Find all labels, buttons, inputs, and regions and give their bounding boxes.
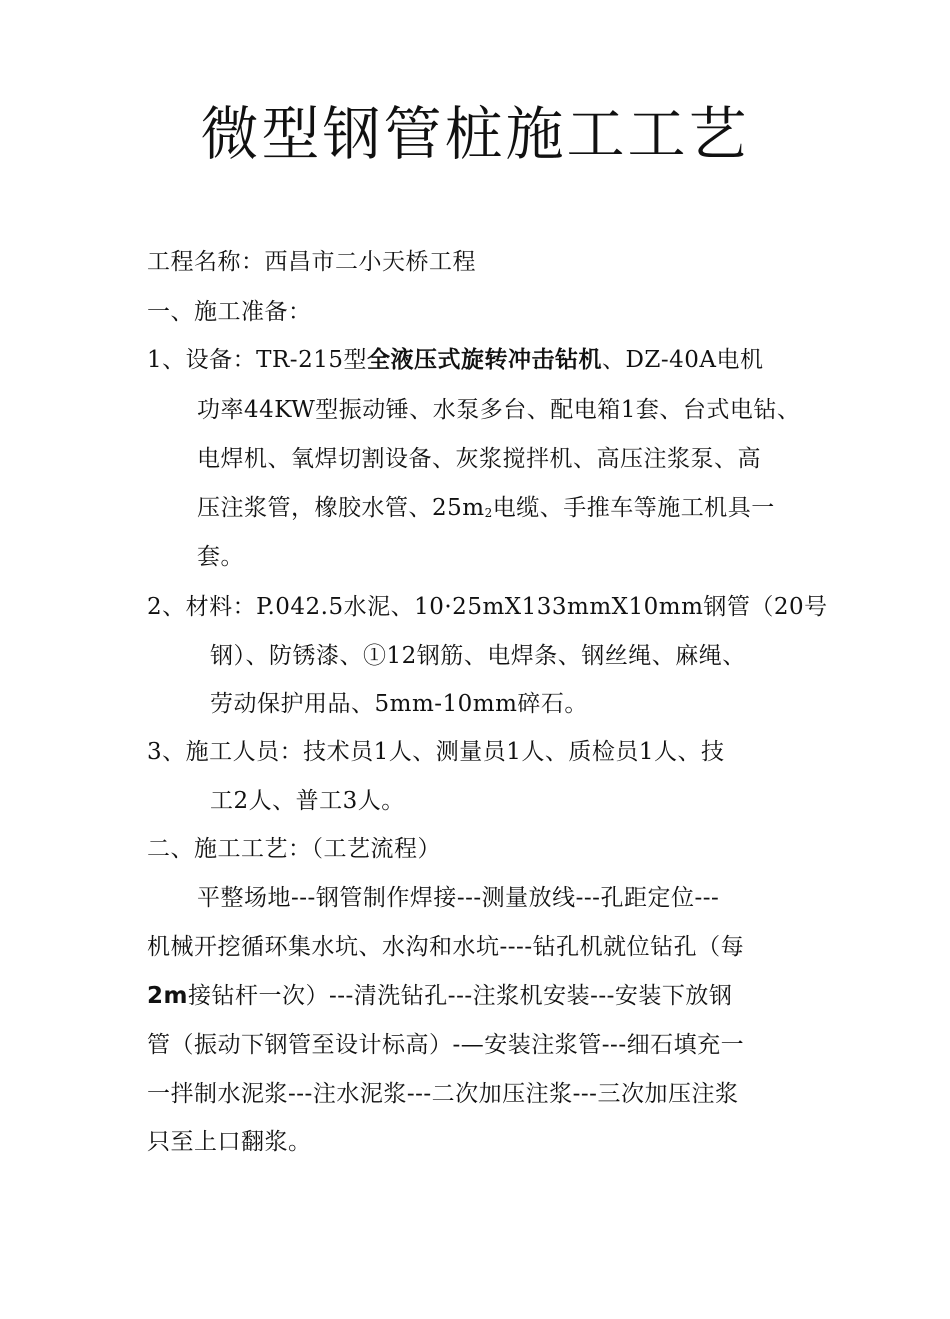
materials-line-2: 钢）、防锈漆、①12钢筋、电焊条、钢丝绳、麻绳、 — [210, 643, 746, 669]
equipment-line-4a: 压注浆管，橡胶水管、25m — [197, 495, 485, 521]
equipment-line-5: 套。 — [197, 544, 244, 570]
personnel-line-1: 3、施工人员：技术员1人、测量员1人、质检员1人、技 — [147, 739, 725, 765]
process-line-3-text: 接钻杆一次）---清洗钻孔---注浆机安装---安装下放钢 — [187, 983, 733, 1009]
document-title: 微型钢管桩施工工艺 — [200, 100, 750, 168]
process-interval: 2m — [147, 983, 188, 1009]
equipment-line-4 — [197, 493, 775, 528]
equipment-line-4b: 电缆、手推车等施工机具一 — [492, 495, 775, 521]
materials-line-1: 2、材料：P.042.5水泥、10·25mX133mmX10mm钢管（20号 — [147, 594, 828, 620]
process-line-3 — [147, 981, 732, 1011]
personnel-line-2: 工2人、普工3人。 — [210, 788, 405, 814]
equipment-suffix: 、DZ-40A电机 — [601, 347, 764, 373]
project-name: 工程名称：西昌市二小天桥工程 — [147, 249, 476, 275]
process-line-4: 管（振动下钢管至设计标高）-—安装注浆管---细石填充一 — [147, 1032, 745, 1058]
equipment-line-1 — [147, 345, 764, 375]
process-line-1: 平整场地---钢管制作焊接---测量放线---孔距定位--- — [197, 885, 720, 911]
equipment-line-2: 功率44KW型振动锤、水泵多台、配电箱1套、台式电钻、 — [197, 397, 801, 423]
equipment-subscript: 2 — [484, 506, 493, 520]
materials-line-3: 劳动保护用品、5mm-10mm碎石。 — [210, 691, 588, 717]
process-line-2: 机械开挖循环集水坑、水沟和水坑----钻孔机就位钻孔（每 — [147, 934, 745, 960]
process-line-5: 一拌制水泥浆---注水泥浆---二次加压注浆---三次加压注浆 — [147, 1081, 739, 1107]
equipment-line-3: 电焊机、氧焊切割设备、灰浆搅拌机、高压注浆泵、高 — [197, 446, 761, 472]
equipment-prefix: 1、设备：TR-215型 — [147, 347, 367, 373]
section-2-heading: 二、施工工艺：（工艺流程） — [147, 836, 441, 862]
section-1-heading: 一、施工准备： — [147, 299, 312, 325]
process-line-6: 只至上口翻浆。 — [147, 1129, 312, 1155]
equipment-drill-rig: 全液压式旋转冲击钻机 — [366, 347, 602, 373]
